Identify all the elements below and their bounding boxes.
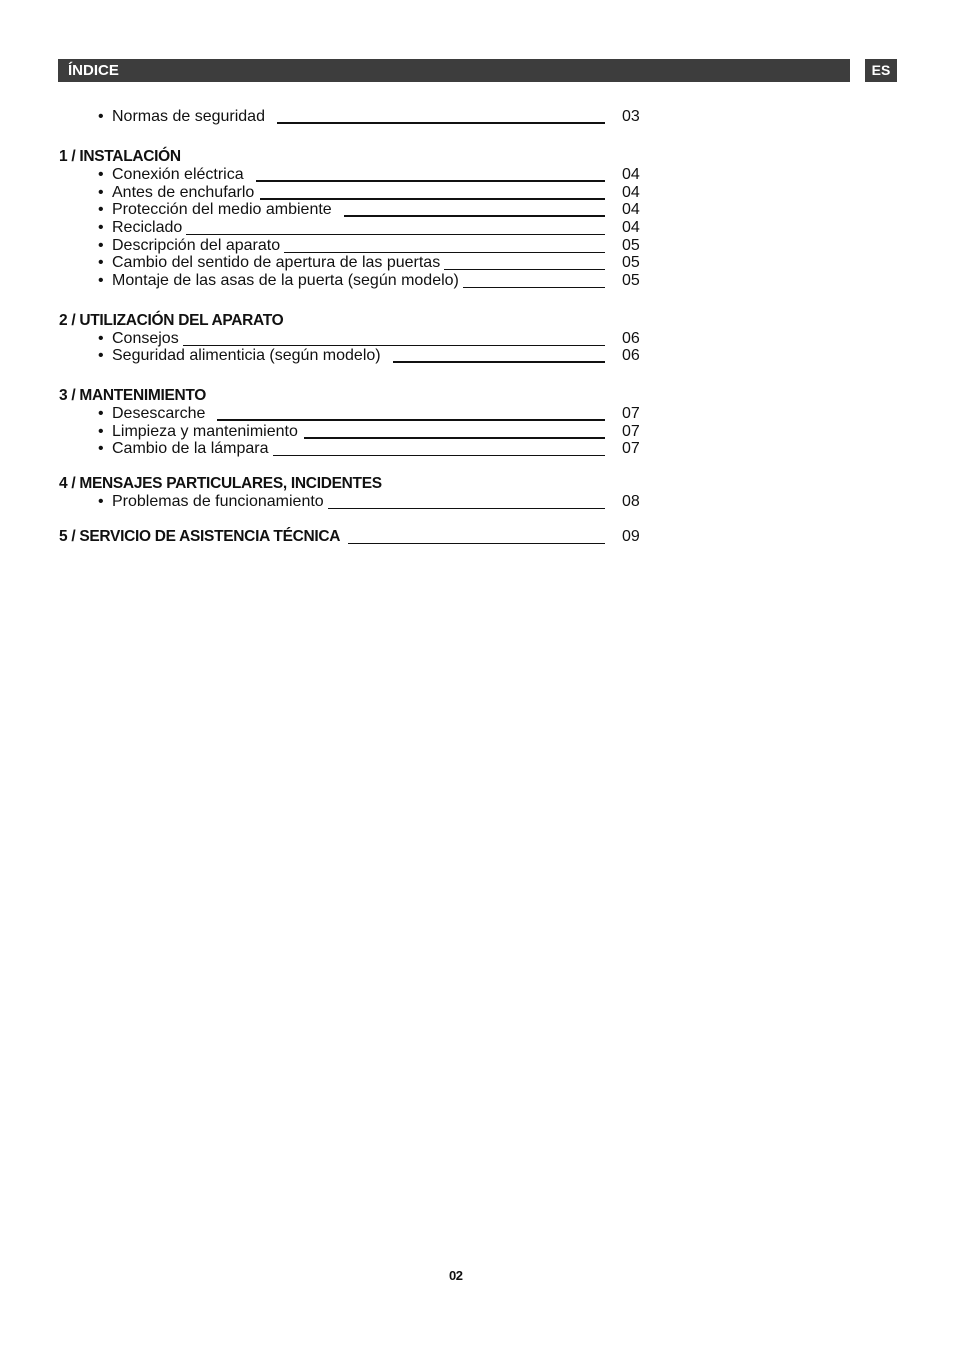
bullet: • (98, 219, 104, 236)
toc-item-label: Cambio de la lámpara (112, 440, 269, 457)
dot-leader (217, 419, 605, 421)
toc-item[interactable] (98, 201, 605, 219)
toc-item-label: Conexión eléctrica (112, 166, 244, 183)
dot-leader (304, 437, 605, 439)
toc-item-page: 07 (622, 440, 640, 457)
toc-item[interactable] (98, 330, 605, 348)
toc-item-label: Limpieza y mantenimiento (112, 423, 298, 440)
section-title-servicio[interactable] (59, 528, 605, 546)
toc-item-page: 04 (622, 184, 640, 201)
toc-item[interactable] (98, 254, 605, 272)
toc-item-label: Descripción del aparato (112, 237, 281, 254)
toc-item-page: 06 (622, 347, 640, 364)
toc-item[interactable] (98, 423, 605, 441)
toc-item-page: 06 (622, 330, 640, 347)
toc-item-page: 05 (622, 254, 640, 271)
dot-leader (273, 455, 605, 456)
bullet: • (98, 405, 104, 422)
toc-item[interactable] (98, 237, 605, 255)
toc-item[interactable] (98, 272, 605, 290)
bullet: • (98, 184, 104, 201)
toc-item-page: 08 (622, 493, 640, 510)
toc-item-label: Problemas de funcionamiento (112, 493, 324, 510)
section-page: 09 (622, 528, 640, 545)
toc-item[interactable] (98, 440, 605, 458)
dot-leader (256, 180, 605, 182)
toc-item[interactable] (98, 166, 605, 184)
footer-page-number: 02 (449, 1268, 463, 1283)
toc-item-label: Montaje de las asas de la puerta (según modelo) (112, 272, 459, 289)
toc-item-page: 05 (622, 272, 640, 289)
bullet: • (98, 108, 104, 125)
toc-item-label: Cambio del sentido de apertura de las puertas (112, 254, 441, 271)
language-badge: ES (865, 59, 897, 82)
toc-item-page: 05 (622, 237, 640, 254)
bullet: • (98, 272, 104, 289)
toc-item-label: Reciclado (112, 219, 183, 236)
toc-item[interactable] (98, 493, 605, 511)
section-title-mensajes[interactable]: 4 / MENSAJES PARTICULARES, INCIDENTES (59, 475, 382, 492)
toc-item[interactable] (98, 184, 605, 202)
dot-leader (393, 361, 605, 363)
toc-item-label: Consejos (112, 330, 179, 347)
bullet: • (98, 330, 104, 347)
toc-item-page: 07 (622, 405, 640, 422)
toc-item-label: Seguridad alimenticia (según modelo) (112, 347, 381, 364)
dot-leader (183, 345, 605, 346)
toc-item-normas[interactable] (98, 108, 605, 126)
bullet: • (98, 166, 104, 183)
toc-item[interactable] (98, 219, 605, 237)
bullet: • (98, 423, 104, 440)
dot-leader (348, 543, 605, 544)
dot-leader (186, 234, 605, 235)
dot-leader (444, 269, 605, 270)
section-title-label: 5 / SERVICIO DE ASISTENCIA TÉCNICA (59, 528, 341, 545)
toc-item-page: 07 (622, 423, 640, 440)
dot-leader (277, 122, 605, 124)
dot-leader (260, 198, 605, 200)
toc-item-label: Antes de enchufarlo (112, 184, 255, 201)
toc-item[interactable] (98, 347, 605, 365)
section-title-utilizacion[interactable]: 2 / UTILIZACIÓN DEL APARATO (59, 312, 284, 329)
toc-item-label: Desescarche (112, 405, 206, 422)
bullet: • (98, 201, 104, 218)
bullet: • (98, 237, 104, 254)
toc-item-page: 04 (622, 219, 640, 236)
header-bar (58, 59, 850, 82)
toc-item[interactable] (98, 405, 605, 423)
bullet: • (98, 347, 104, 364)
toc-item-label: Normas de seguridad (112, 108, 265, 125)
bullet: • (98, 493, 104, 510)
section-title-instalacion[interactable]: 1 / INSTALACIÓN (59, 148, 181, 165)
bullet: • (98, 440, 104, 457)
section-title-mantenimiento[interactable]: 3 / MANTENIMIENTO (59, 387, 207, 404)
header-title: ÍNDICE (68, 62, 119, 79)
toc-item-page: 04 (622, 201, 640, 218)
dot-leader (344, 215, 605, 217)
dot-leader (463, 287, 605, 288)
dot-leader (328, 508, 605, 509)
dot-leader (284, 252, 605, 253)
bullet: • (98, 254, 104, 271)
toc-item-label: Protección del medio ambiente (112, 201, 332, 218)
toc-item-page: 04 (622, 166, 640, 183)
toc-item-page: 03 (622, 108, 640, 125)
